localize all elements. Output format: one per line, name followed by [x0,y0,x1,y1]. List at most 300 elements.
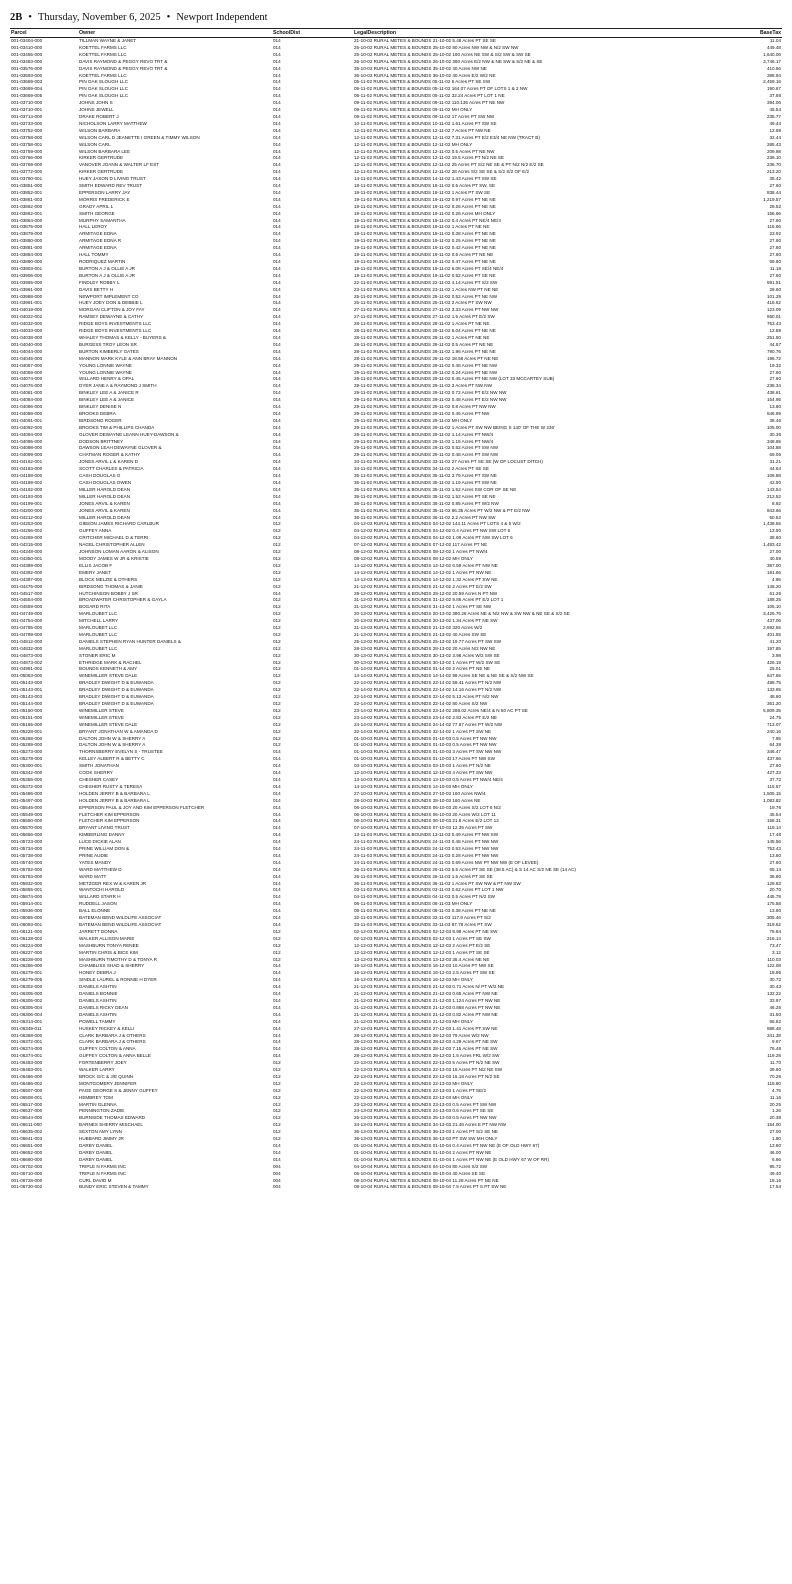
school-dist-cell: 014 [273,410,281,416]
base-tax-cell: 11.16 [769,1094,781,1100]
table-row [10,218,782,225]
owner-cell: ELLIS JACOB F [79,562,113,568]
base-tax-cell: 591.51 [766,279,781,285]
school-dist-cell: 012 [273,1108,281,1114]
parcel-cell: 001-03884-000 [11,252,43,258]
parcel-cell: 001-04348-000 [11,549,43,555]
table-row [10,805,782,812]
table-row [10,487,782,494]
school-dist-cell: 014 [273,348,281,354]
owner-cell: CASH DOUGLAS OWEN [79,480,132,485]
owner-cell: BALL ELONNE [79,908,111,914]
table-row [10,860,782,867]
owner-cell: GUFFEY ANNA [79,528,112,534]
table-row [10,466,782,473]
parcel-cell: 001-05165-000 [11,721,43,727]
owner-cell: RODRIQUEZ MARTIN [79,259,126,264]
legal-description-cell: 06-10-03 RURAL METES & BOUNDS 06-10-03 20 Acres W/2 LOT 11 [354,811,496,817]
base-tax-cell: 175.58 [766,901,781,907]
legal-description-cell: 19-11-02 RURAL METES & BOUNDS 19-11-02 0.26 Acres MH ONLY [354,210,496,216]
table-row [10,908,782,915]
table-row [10,535,782,542]
school-dist-cell: 014 [273,1018,281,1024]
school-dist-cell: 014 [273,362,281,368]
legal-description-cell: 08-12-02 RURAL METES & BOUNDS 08-12-02 MH ONLY [354,555,473,561]
base-tax-cell: 30.43 [769,984,781,990]
table-row [10,936,782,943]
parcel-cell: 001-06702-000 [11,1163,43,1169]
base-tax-cell: 850.01 [766,314,781,320]
owner-cell: SINDLE LAUREL & RONNIE H DYER [79,977,157,983]
base-tax-cell: 181.66 [766,569,781,575]
legal-description-cell: 13-11-03 RURAL METES & BOUNDS 13-11-03 0.49 Acres PT NW SW [354,832,499,838]
table-row [10,1026,782,1033]
base-tax-cell: 713.07 [766,721,781,727]
school-dist-cell: 014 [273,887,281,893]
legal-description-cell: 29-11-02 RURAL METES & BOUNDS 29-11-02 1.14 Acres PT NW/4 [354,431,494,437]
legal-description-cell: 19-11-02 RURAL METES & BOUNDS 19-11-02 6.08 Acres PT SE/4 NE/4 [354,265,504,271]
school-dist-cell: 012 [273,555,281,561]
base-tax-cell: 65.14 [769,866,781,872]
school-dist-cell: 014 [273,1046,281,1052]
legal-description-cell: 29-12-02 RURAL METES & BOUNDS 29-12-02 20.59 Acres N PT NW [354,590,498,596]
legal-description-cell: 18-11-02 RURAL METES & BOUNDS 18-11-02 0.5 Acres PT SW, SE [354,183,496,189]
parcel-cell: 001-03881-000 [11,245,43,251]
owner-cell: CHAMBLISS SHAD & SHERRY [79,963,145,969]
base-tax-cell: 20.38 [769,1115,781,1121]
owner-cell: CHESHER CASEY [79,776,119,782]
base-tax-cell: 40.59 [769,555,781,561]
base-tax-cell: 251.50 [766,334,781,340]
parcel-cell: 001-05570-000 [11,825,43,831]
owner-cell: WINEMILLER STEVE DALE [79,673,138,679]
table-row [10,777,782,784]
school-dist-cell: 014 [273,852,281,858]
base-tax-cell: 319.62 [766,922,781,927]
base-tax-cell: 387.00 [766,562,781,568]
table-row [10,715,782,722]
table-row [10,591,782,598]
table-row [10,1074,782,1081]
base-tax-cell: 46.25 [769,1004,781,1010]
base-tax-cell: 753.43 [766,846,781,852]
owner-cell: GLOVER DEWAYNE LEANN HUEY-DAWSON & [79,431,179,437]
legal-description-cell: 29-11-02 RURAL METES & BOUNDS 29-11-02 0.46 Acres PT NW [354,410,490,416]
parcel-cell: 001-06508-001 [11,1094,43,1100]
parcel-cell: 001-03988-000 [11,293,43,299]
owner-cell: KOETTEL FARMS LLC [79,72,127,78]
table-row [10,584,782,591]
owner-cell: YOUNG LONNIE WAYNE [79,369,132,375]
table-row [10,639,782,646]
table-row [10,266,782,273]
legal-description-cell: 28-10-03 RURAL METES & BOUNDS 28-10-03 160 Acres NE [354,797,481,803]
owner-cell: FINDLEY ROBBY L [79,279,120,285]
base-tax-cell: 4.76 [772,1087,781,1093]
school-dist-cell: 012 [273,1073,281,1079]
parcel-cell: 001-06486-000 [11,1073,43,1079]
school-dist-cell: 014 [273,224,281,230]
base-tax-cell: 401.55 [766,631,781,637]
owner-cell: WARD MATTHEW D [79,866,122,872]
table-row [10,425,782,432]
base-tax-cell: 426.19 [766,659,781,665]
base-tax-cell: 236.10 [766,155,781,161]
base-tax-cell: 31.50 [769,1011,781,1017]
school-dist-cell: 012 [273,1087,281,1093]
legal-description-cell: 03-11-03 RURAL METES & BOUNDS 03-11-03 0.62 Acres PT LOT 1 NW [354,887,504,893]
school-dist-cell: 014 [273,804,281,810]
base-tax-cell: 838.44 [766,189,781,195]
base-tax-cell: 238.34 [766,383,781,389]
owner-cell: DANIELS STEPHEN RYAN HUNTER DANIELS & [79,638,181,644]
school-dist-cell: 014 [273,334,281,340]
base-tax-cell: 123.09 [766,307,781,313]
base-tax-cell: 20.25 [769,1101,781,1107]
parcel-cell: 001-05269-000 [11,742,43,748]
parcel-cell: 001-03669-003 [11,79,43,85]
legal-description-cell: 20-13-02 RURAL METES & BOUNDS 20-13-02 380.26 Acres NE & N/2 NW & SW NW & NE SE & S/2 SE [354,611,570,617]
parcel-cell: 001-06085-000 [11,915,43,921]
table-row [10,349,782,356]
school-dist-cell: 014 [273,846,281,852]
base-tax-cell: 546.99 [766,410,781,416]
owner-cell: BRADLEY DWIGHT D & EUWANDA [79,687,154,693]
legal-description-cell: 24-14-02 RURAL METES & BOUNDS 24-14-02 77.67 Acres PT W/2 NW [354,721,503,727]
school-dist-cell: 014 [273,424,281,430]
school-dist-cell: 014 [273,901,281,907]
owner-cell: MOODY JAMES W JR & KRISTIE [79,555,149,561]
legal-description-cell: 21-12-03 RURAL METES & BOUNDS 21-12-03 MH ONLY [354,1018,473,1024]
school-dist-cell: 012 [273,1080,281,1086]
legal-description-cell: 07-12-02 RURAL METES & BOUNDS 07-12-02 117 Acres PT NE [354,542,488,548]
school-dist-cell: 014 [273,459,281,465]
table-row [10,473,782,480]
table-row [10,1019,782,1026]
base-tax-cell: 6.66 [772,1156,781,1162]
base-tax-cell: 13.80 [769,852,781,858]
table-row [10,701,782,708]
school-dist-cell: 012 [273,645,281,651]
owner-cell: STONER ERIC M [79,652,116,658]
parcel-cell: 001-03593-000 [11,72,43,78]
legal-description-cell: 33-11-02 RURAL METES & BOUNDS 33-11-02 27 Acres PT SE SE (W OF LOCUST DITCH) [354,459,543,465]
owner-cell: SCOTT CHARLES & PATRICIA [79,466,144,472]
school-dist-cell: 014 [273,514,281,520]
table-row [10,259,782,266]
school-dist-cell: 012 [273,562,281,568]
base-tax-cell: 1,483.42 [763,542,781,548]
parcel-cell: 001-04189-002 [11,480,43,485]
legal-description-cell: 22-13-03 RURAL METES & BOUNDS 22-13-03 MH ONLY [354,1094,473,1100]
table-row [10,404,782,411]
owner-cell: VANOVER JOANN & WALTER LF EST [79,162,160,168]
school-dist-cell: 014 [273,134,281,140]
table-row [10,515,782,522]
parcel-cell: 001-04389-000 [11,562,43,568]
school-dist-cell: 014 [273,314,281,320]
school-dist-cell: 012 [273,956,281,962]
parcel-cell: 001-06728-000 [11,1177,43,1183]
parcel-cell: 001-04069-000 [11,369,43,375]
table-row [10,722,782,729]
school-dist-cell: 014 [273,162,281,168]
table-row [10,749,782,756]
school-dist-cell: 014 [273,1004,281,1010]
owner-cell: ETHRIDGE MARK & RACHEL [79,659,142,665]
parcel-cell: 001-05144-000 [11,701,43,706]
parcel-cell: 001-03758-001 [11,141,43,147]
owner-cell: HUBBARD JIMMY JR [79,1136,124,1142]
owner-cell: JONES ARVIL L & KAREN D [79,459,139,465]
publication-name: Newport Independent [176,12,268,23]
owner-cell: JOHNS JEWELL [79,107,114,113]
school-dist-cell: 014 [273,790,281,796]
legal-description-cell: 14-12-02 RURAL METES & BOUNDS 14-12-02 1 Acres PT NW NE [354,569,492,575]
table-row [10,1005,782,1012]
school-dist-cell: 012 [273,694,281,700]
owner-cell: DALTON JOHN W & SHERRY A [79,735,146,741]
school-dist-cell: 014 [273,1011,281,1017]
table-row [10,632,782,639]
parcel-cell: 001-03710-000 [11,100,43,106]
owner-cell: BURGESS TROY LEON SR [79,341,137,347]
table-row [10,542,782,549]
owner-cell: RIDGE BOYS INVESTMENTS LLC [79,328,152,334]
school-dist-cell: 014 [273,438,281,444]
owner-cell: CLARK BARBARA J & OTHERS [79,1039,146,1045]
parcel-cell: 001-03864-000 [11,217,43,223]
table-row [10,59,782,66]
base-tax-cell: 69.06 [769,452,781,458]
table-row [10,853,782,860]
school-dist-cell: 012 [273,528,281,534]
table-row [10,169,782,176]
table-row [10,93,782,100]
legal-description-cell: 01-14-02 RURAL METES & BOUNDS 01-14-02 2 Acres PT NE NE [354,666,491,672]
owner-cell: BATEMAN BEND WILDLIFE ASSOCIAT [79,922,162,927]
legal-description-cell: 25-13-02 RURAL METES & BOUNDS 25-13-02 19.77 Acres PT SW SW [354,638,502,644]
legal-description-cell: 27-12-03 RURAL METES & BOUNDS 27-12-03 1.41 Acres PT SW NE [354,1025,498,1031]
parcel-cell: 001-06730-002 [11,1184,43,1190]
legal-description-cell: 22-13-03 RURAL METES & BOUNDS 22-13-03 15.18 Acres PT N/2 SE [354,1073,500,1079]
school-dist-cell: 014 [273,749,281,755]
legal-description-cell: 36-13-03 RURAL METES & BOUNDS 36-13-03 PT SW SW MH ONLY [354,1136,498,1142]
legal-description-cell: 09-11-02 RURAL METES & BOUNDS 09-11-02 110.135 Acres PT NE NW [354,100,505,106]
owner-cell: HEMBREY TOM [79,1094,113,1100]
parcel-cell: 001-03906-000 [11,272,43,278]
school-dist-cell: 012 [273,680,281,686]
school-dist-cell: 014 [273,196,281,202]
school-dist-cell: 014 [273,1039,281,1045]
legal-description-cell: 35-11-02 RURAL METES & BOUNDS 35-11-02 3.79 Acres PT SW NE [354,473,497,479]
owner-cell: MANNON MARK KYLE & ANN BRAY MANNON [79,355,178,361]
parcel-cell: 001-03861-003 [11,196,43,202]
parcel-cell: 001-04350-001 [11,555,43,561]
legal-description-cell: 12-11-02 RURAL METES & BOUNDS 12-11-02 25 Acres PT S/2 NE SE & PT N/2 N/2 E/2 SE [354,162,544,168]
table-row [10,556,782,563]
base-tax-cell: 410.56 [766,65,781,71]
parcel-cell: 001-04517-000 [11,590,43,596]
owner-cell: BURTON A J & OLLIE A JR [79,272,135,278]
table-row [10,708,782,715]
table-row [10,1039,782,1046]
table-row [10,742,782,749]
owner-cell: MARLOUBET LLC [79,625,118,631]
parcel-cell: 001-04873-002 [11,659,43,665]
school-dist-cell: 014 [273,473,281,479]
school-dist-cell: 014 [273,93,281,99]
owner-cell: DANIELS ASHTIN [79,997,117,1003]
legal-description-cell: 12-11-02 RURAL METES & BOUNDS 12-11-02 MH ONLY [354,141,473,147]
parcel-cell: 001-06306-004 [11,1011,43,1017]
owner-cell: MILLER HAROLD DEAN [79,486,131,492]
table-row [10,646,782,653]
school-dist-cell: 012 [273,542,281,548]
school-dist-cell: 012 [273,742,281,748]
table-row [10,998,782,1005]
school-dist-cell: 014 [273,279,281,285]
parcel-cell: 001-05228-001 [11,728,43,734]
school-dist-cell: 012 [273,1094,281,1100]
legal-description-cell: 36-11-03 RURAL METES & BOUNDS 36-11-03 1 Acres PT SW NW & PT NW SW [354,880,521,886]
school-dist-cell: 014 [273,493,281,499]
base-tax-cell: 27.60 [769,183,781,189]
legal-description-cell: 27-11-02 RURAL METES & BOUNDS 27-11-02 1.5 Acres PT E/2 SW [354,314,495,320]
base-tax-cell: 888.48 [766,1025,781,1031]
parcel-cell: 001-06279-001 [11,970,43,976]
base-tax-cell: 27.60 [769,376,781,382]
school-dist-cell: 012 [273,597,281,603]
legal-description-cell: 07-10-03 RURAL METES & BOUNDS 07-10-03 12.35 Acres PT SW [354,825,493,831]
legal-description-cell: 12-12-03 RURAL METES & BOUNDS 12-12-03 1 Acres PT SE SE [354,949,490,955]
table-row [10,618,782,625]
parcel-cell: 001-03862-000 [11,203,43,209]
parcel-cell: 001-06302-000 [11,984,43,990]
table-row [10,342,782,349]
base-tax-cell: 11.18 [769,265,781,271]
school-dist-cell: 014 [273,977,281,983]
legal-description-cell: 35-11-02 RURAL METES & BOUNDS 35-11-02 1.52 Acres PT SE NE [354,493,496,499]
table-row [10,314,782,321]
legal-description-cell: 14-12-02 RURAL METES & BOUNDS 14-12-02 6.59 Acres PT NW NE [354,562,498,568]
base-tax-cell: 1,083.82 [763,797,781,803]
page-number: 2B [10,12,23,23]
legal-description-cell: 23-14-02 RURAL METES & BOUNDS 23-14-02 2.83 Acres PT E/2 NE [354,714,497,720]
owner-cell: DAVIS RAYMOND & PEGGY REVO TRT & [79,65,168,71]
owner-cell: BUNDY ERIC STEVEN & TAMMY [79,1184,149,1190]
school-dist-cell: 014 [273,300,281,306]
parcel-cell: 001-05656-000 [11,832,43,838]
parcel-cell: 001-06483-001 [11,1067,43,1073]
legal-description-cell: 36-13-03 RURAL METES & BOUNDS 36-13-03 1 Acres PT S/2 SE NE [354,1129,498,1135]
school-dist-cell: 012 [273,1101,281,1107]
base-tax-cell: 30.36 [769,431,781,437]
parcel-cell: 001-04091-001 [11,417,43,423]
base-tax-cell: 104.88 [766,445,781,451]
owner-cell: CHATMAN ROGER & KATHY [79,452,141,458]
base-tax-cell: 235.77 [766,113,781,119]
table-header-row [10,29,782,38]
parcel-cell: 001-05342-000 [11,770,43,776]
school-dist-cell: 014 [273,452,281,458]
school-dist-cell: 014 [273,397,281,403]
table-row [10,494,782,501]
school-dist-cell: 014 [273,417,281,423]
legal-description-cell: 01-10-03 RURAL METES & BOUNDS 01-10-03 17 Acres PT NW SW [354,756,495,762]
legal-description-cell: 04-11-03 RURAL METES & BOUNDS 04-11-03 0.5 Acres PT N/2 SW [354,894,496,900]
owner-cell: GRADY APRIL L [79,203,114,209]
school-dist-cell: 014 [273,120,281,126]
school-dist-cell: 012 [273,631,281,637]
owner-cell: BRYANT JONATHAN W & AMANDA D [79,728,158,734]
parcel-cell: 001-05268-000 [11,735,43,741]
parcel-cell: 001-04162-001 [11,459,43,465]
school-dist-cell: 014 [273,210,281,216]
legal-description-cell: 05-11-02 RURAL METES & BOUNDS 05-11-02 164.07 Acres PT OF LOTS 1 & 2 NW [354,86,528,92]
school-dist-cell: 014 [273,265,281,271]
owner-cell: BRYANT LIVING TRUST [79,825,130,831]
table-row [10,356,782,363]
table-row [10,1171,782,1178]
school-dist-cell: 014 [273,355,281,361]
parcel-cell: 001-04266-002 [11,528,43,534]
legal-description-cell: 12-11-02 RURAL METES & BOUNDS 12-11-02 28 Acres S/2 SE SE & S/2 S/2 OF E/2 [354,169,530,175]
school-dist-cell: 014 [273,1149,281,1155]
parcel-cell: 001-03875-000 [11,224,43,230]
school-dist-cell: 014 [273,445,281,451]
base-tax-cell: 3.12 [772,949,781,955]
parcel-cell: 001-06224-000 [11,942,43,948]
table-row [10,197,782,204]
school-dist-cell: 012 [273,535,281,541]
legal-description-cell: 28-11-02 RURAL METES & BOUNDS 28-11-02 5.04 Acres PT NE NE [354,328,496,334]
owner-cell: BOGARD RITA [79,604,111,610]
owner-cell: BATEMAN BEND WILDLIFE ASSOCIAT [79,915,162,921]
parcel-cell: 001-03713-000 [11,113,43,119]
base-tax-cell: 9.67 [772,1039,781,1045]
legal-description-cell: 25-10-02 RURAL METES & BOUNDS 25-10-02 80 Acres NW NW & N/2 SW NW [354,44,519,50]
base-tax-cell: 28.52 [769,203,781,209]
legal-description-cell: 22-11-02 RURAL METES & BOUNDS 22-11-02 4.14 Acres PT S/2 SW [354,279,498,285]
owner-cell: WILSON CARL [79,141,111,147]
school-dist-cell: 014 [273,141,281,147]
base-tax-cell: 1,438.55 [763,521,781,527]
owner-cell: WINEMILLER STEVE DALE [79,721,138,727]
base-tax-cell: 11.04 [769,38,781,43]
owner-cell: BRADLEY DWIGHT D & EUWANDA [79,694,154,700]
legal-description-cell: 21-12-02 RURAL METES & BOUNDS 21-12-02 2 Acres PT E/2 SW [354,583,492,589]
base-tax-cell: 5,809.35 [763,707,781,713]
parcel-cell: 001-04095-000 [11,438,43,444]
legal-description-cell: 19-11-02 RURAL METES & BOUNDS 19-11-02 0.52 Acres PT SE NE [354,272,496,278]
legal-description-cell: 01-10-03 RURAL METES & BOUNDS 01-10-03 0.5 Acres PT NW NW [354,735,497,741]
legal-description-cell: 25-11-02 RURAL METES & BOUNDS 25-11-02 2 Acres PT SW NW [354,300,492,306]
parcel-cell: 001-04076-000 [11,383,43,389]
parcel-cell: 001-03669-004 [11,86,43,92]
parcel-cell: 001-06372-001 [11,1039,43,1045]
parcel-cell: 001-05723-000 [11,839,43,845]
legal-description-cell: 33-11-03 RURAL METES & BOUNDS 33-11-03 87.78 Acres PT SW [354,922,492,927]
base-tax-cell: 143.54 [766,486,781,492]
school-dist-cell: 014 [273,832,281,838]
school-dist-cell: 014 [273,866,281,872]
owner-cell: DARBY DANIEL [79,1149,113,1155]
parcel-cell: 001-06537-000 [11,1108,43,1114]
owner-cell: PIN OAK SLOUGH LLC [79,79,129,85]
table-row [10,445,782,452]
parcel-cell: 001-06227-000 [11,949,43,955]
